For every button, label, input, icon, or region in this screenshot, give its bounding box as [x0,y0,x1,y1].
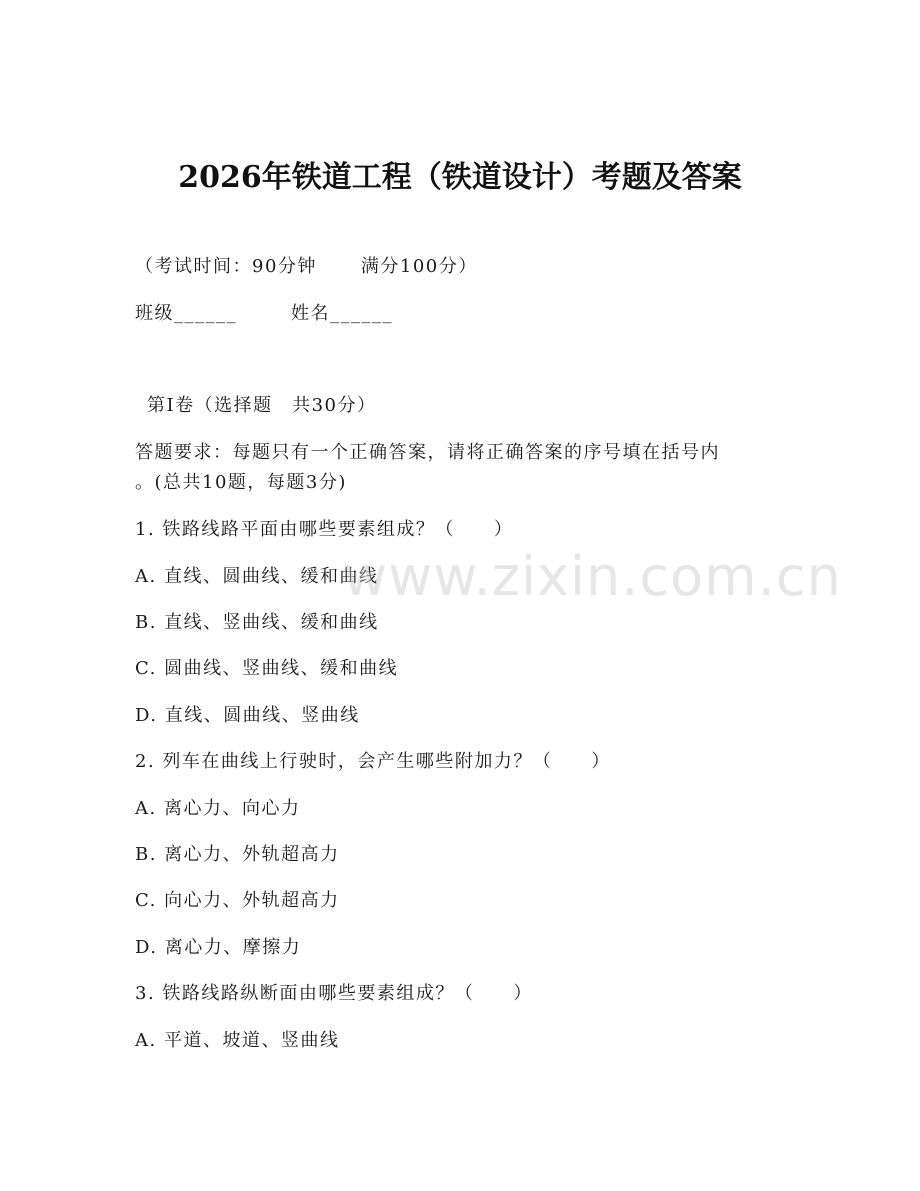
watermark: www.zixin.com.cn [343,545,842,608]
class-field: 班级______ [135,303,237,324]
question-stem: 1. 铁路线路平面由哪些要素组成？（ ） [135,519,514,540]
question-option: B. 离心力、外轨超高力 [135,844,340,865]
requirement-line-2: 。(总共10题，每题3分) [135,472,347,493]
question-option: D. 离心力、摩擦力 [135,937,302,958]
question-option: B. 直线、竖曲线、缓和曲线 [135,612,379,633]
question-option: D. 直线、圆曲线、竖曲线 [135,705,360,726]
section-heading: 第I卷（选择题 共30分） [147,395,377,416]
name-field: 姓名______ [291,303,393,324]
document-title: 2026年铁道工程（铁道设计）考题及答案 [178,160,742,195]
exam-score: 满分100分） [360,256,478,277]
question-option: A. 直线、圆曲线、缓和曲线 [135,566,379,587]
question-option: C. 向心力、外轨超高力 [135,890,340,911]
requirement-line-1: 答题要求：每题只有一个正确答案，请将正确答案的序号填在括号内 [135,442,720,463]
question-stem: 3. 铁路线路纵断面由哪些要素组成？（ ） [135,983,533,1004]
question-option: A. 平道、坡道、竖曲线 [135,1030,340,1051]
question-option: C. 圆曲线、竖曲线、缓和曲线 [135,658,399,679]
exam-info [135,252,478,278]
student-info [135,299,393,325]
question-option: A. 离心力、向心力 [135,798,301,819]
exam-time: （考试时间：90分钟 [135,256,317,277]
question-stem: 2. 列车在曲线上行驶时，会产生哪些附加力？（ ） [135,751,611,772]
